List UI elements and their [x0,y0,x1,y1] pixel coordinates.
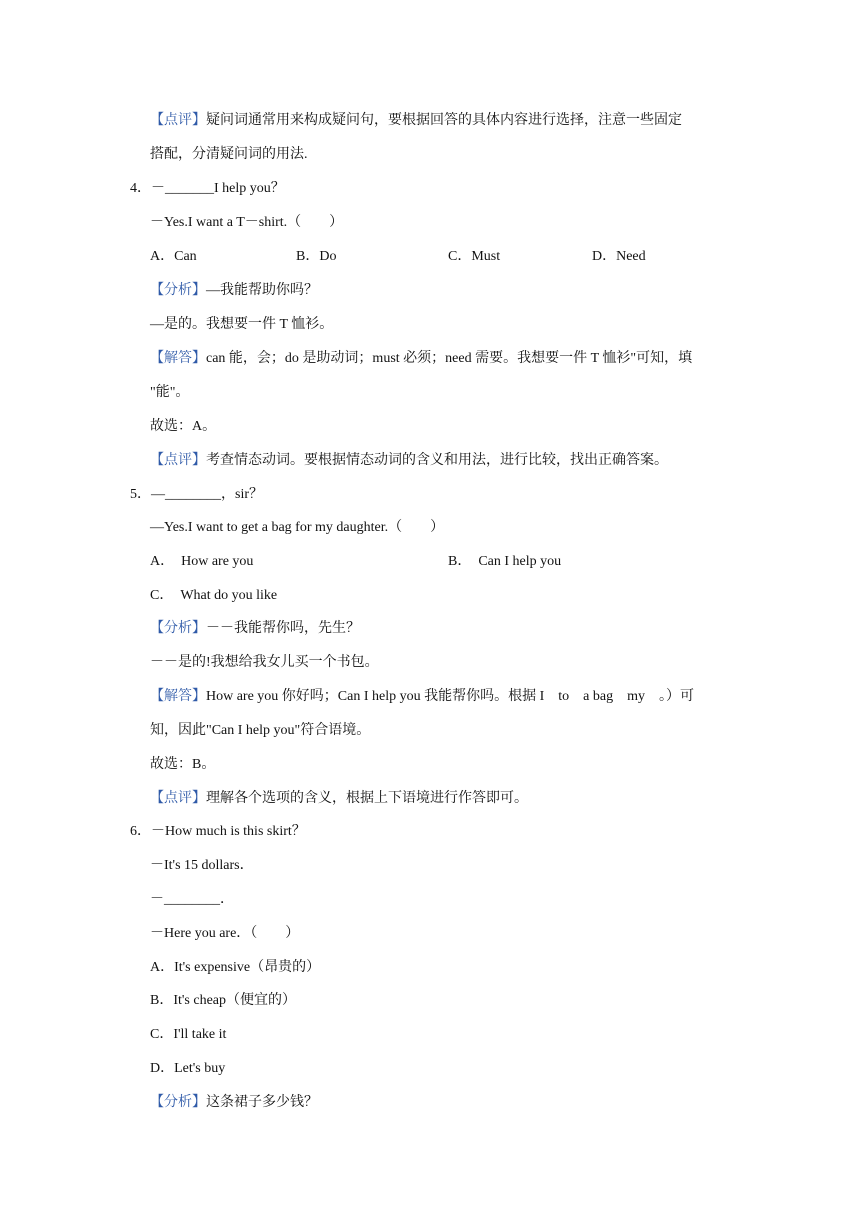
q6-line1: －How much is this skirt？ [151,824,306,839]
q4-answer-2: "能"。 [150,385,190,400]
q5-line1: —________，sir？ [151,487,263,502]
analysis-tag: 【分析】 [150,621,206,636]
answer-tag: 【解答】 [150,351,206,366]
q4-line1: －_______I help you？ [151,181,285,196]
comment-line [150,111,682,131]
q6-option-a: A．It's expensive（昂贵的） [150,960,321,975]
q4-analysis [150,281,318,301]
q4-option-d: D．Need [592,249,646,264]
q5-comment-text: 理解各个选项的含义，根据上下语境进行作答即可。 [206,791,528,806]
q5-option-a: A． How are you [150,554,254,569]
q6-stem [130,822,306,842]
q6-number: 6． [130,824,151,839]
q5-analysis [150,619,360,639]
q6-analysis [150,1093,318,1113]
comment-tag: 【点评】 [150,453,206,468]
q4-analysis-2: —是的。我想要一件 T 恤衫。 [150,317,334,332]
q5-analysis-1: －－我能帮你吗，先生？ [206,621,360,636]
q6-line2: －It's 15 dollars． [150,858,254,873]
q5-number: 5． [130,487,151,502]
q6-analysis-1: 这条裙子多少钱？ [206,1095,318,1110]
q4-stem [130,179,285,199]
q6-option-d: D．Let's buy [150,1061,226,1076]
analysis-tag: 【分析】 [150,1095,206,1110]
q4-comment [150,451,668,471]
q5-line2: —Yes.I want to get a bag for my daughter.（ ） [150,520,445,535]
q4-comment-text: 考查情态动词。要根据情态动词的含义和用法，进行比较，找出正确答案。 [206,453,668,468]
answer-tag: 【解答】 [150,689,206,704]
q5-answer-2: 知，因此"Can I help you"符合语境。 [150,723,371,738]
q5-choice: 故选：B。 [150,757,216,772]
comment-tag: 【点评】 [150,113,206,128]
q4-line2: －Yes.I want a T－shirt.（ ） [150,215,344,230]
q4-option-b: B．Do [296,249,337,264]
q6-option-b: B．It's cheap（便宜的） [150,993,297,1008]
q4-number: 4． [130,181,151,196]
q4-option-c: C．Must [448,249,501,264]
q4-answer-1: can 能，会；do 是助动词；must 必须；need 需要。我想要一件 T 恤衫"可知，填 [206,351,693,366]
q5-answer [150,687,694,707]
comment-tag: 【点评】 [150,791,206,806]
q6-line4: －Here you are．（ ） [150,926,300,941]
q5-answer-1: How are you 你好吗；Can I help you 我能帮你吗。根据 I to a bag my 。）可 [206,689,694,704]
q4-answer [150,349,692,369]
q4-option-a: A．Can [150,249,197,264]
comment-text: 疑问词通常用来构成疑问句，要根据回答的具体内容进行选择，注意一些固定 [206,113,682,128]
q5-option-b: B． Can I help you [448,554,562,569]
q6-line3: －________． [150,892,234,907]
q5-stem [130,485,263,505]
q6-option-c: C．I'll take it [150,1027,227,1042]
comment-text-cont: 搭配，分清疑问词的用法. [150,147,308,162]
analysis-tag: 【分析】 [150,283,206,298]
q5-comment [150,789,528,809]
q5-option-c: C． What do you like [150,588,278,603]
q5-analysis-2: －－是的!我想给我女儿买一个书包。 [150,655,379,670]
q4-analysis-1: —我能帮助你吗？ [206,283,318,298]
q4-choice: 故选：A。 [150,419,217,434]
